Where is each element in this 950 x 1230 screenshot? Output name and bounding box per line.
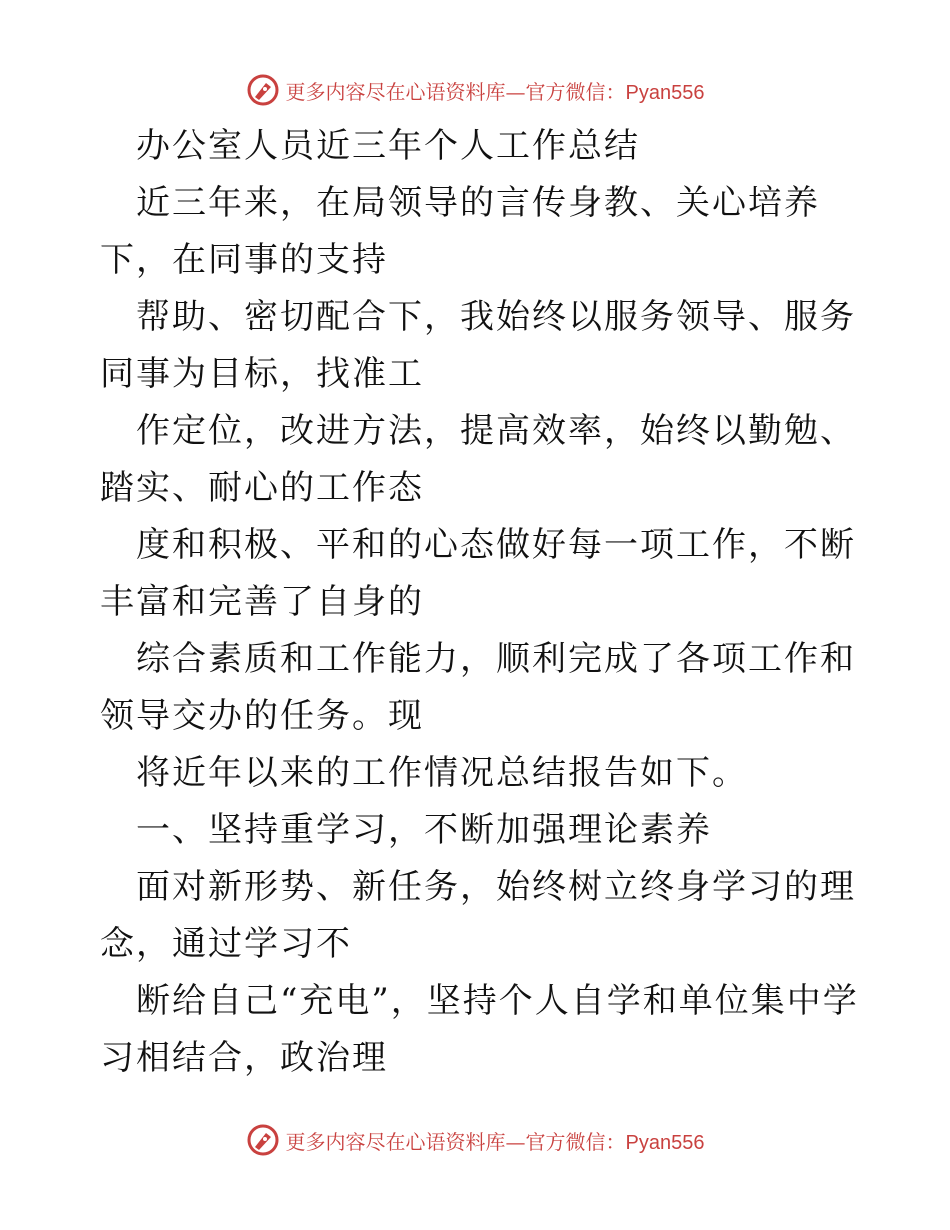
header-banner <box>0 70 950 110</box>
paragraph: 面对新形势、新任务，始终树立终身学习的理念，通过学习不 <box>100 867 856 964</box>
document-body <box>100 118 860 1087</box>
footer-banner <box>0 1120 950 1160</box>
paragraph: 作定位，改进方法，提高效率，始终以勤勉、踏实、耐心的工作态 <box>100 411 856 508</box>
pen-nib-circle-icon <box>246 73 280 107</box>
wechat-id: Pyan556 <box>625 81 705 104</box>
paragraph: 将近年以来的工作情况总结报告如下。 <box>136 753 748 793</box>
section-heading: 一、坚持重学习，不断加强理论素养 <box>136 810 712 850</box>
banner-text <box>286 76 705 105</box>
paragraph: 帮助、密切配合下，我始终以服务领导、服务同事为目标，找准工 <box>100 297 856 394</box>
paragraph: 综合素质和工作能力，顺利完成了各项工作和领导交办的任务。现 <box>100 639 856 736</box>
paragraph: 度和积极、平和的心态做好每一项工作，不断丰富和完善了自身的 <box>100 525 856 622</box>
document-title: 办公室人员近三年个人工作总结 <box>136 126 640 166</box>
banner-label: 更多内容尽在心语资料库—官方微信： <box>285 79 626 104</box>
pen-nib-circle-icon <box>246 1123 280 1157</box>
paragraph: 近三年来，在局领导的言传身教、关心培养下，在同事的支持 <box>100 183 820 280</box>
paragraph: 断给自己“充电”，坚持个人自学和单位集中学习相结合，政治理 <box>100 981 859 1078</box>
banner-text <box>286 1126 705 1155</box>
banner-label: 更多内容尽在心语资料库—官方微信： <box>285 1129 626 1154</box>
wechat-id: Pyan556 <box>625 1131 705 1154</box>
